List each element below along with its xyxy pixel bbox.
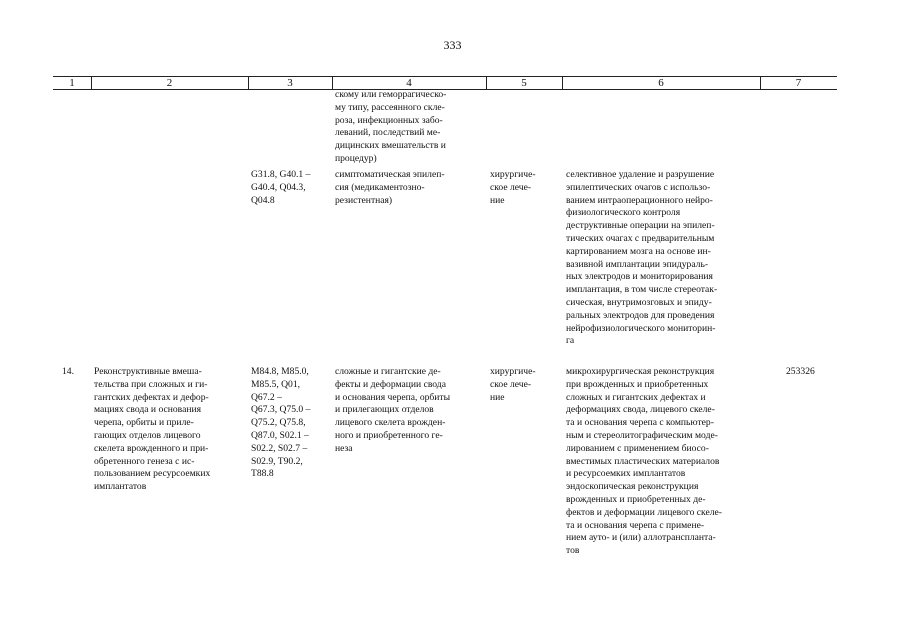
- text-line: пользованием ресурсоемких: [94, 468, 211, 480]
- text-line: физиологического контроля: [566, 207, 681, 219]
- text-line: ного и приобретенного ге-: [335, 429, 443, 441]
- text-line: G31.8, G40.1 –: [251, 169, 311, 180]
- icd-codes-cell: [251, 366, 330, 481]
- text-line: мациях свода и основания: [94, 404, 202, 416]
- text-line: гантских дефектах и дефор-: [94, 391, 209, 403]
- row-number: 14.: [62, 366, 74, 377]
- text-line: и прилегающих отделов: [335, 404, 434, 416]
- text-line: лицевого скелета врожден-: [335, 417, 446, 429]
- text-line: сическая, внутримозговых и эпиду-: [566, 296, 712, 308]
- column-header-4: 4: [406, 77, 412, 89]
- text-line: тических очагах с предварительным: [566, 232, 715, 244]
- text-line: сложных и гигантских дефектах и: [566, 391, 706, 403]
- icd-codes-cell: [251, 169, 330, 207]
- disease-model-cell: [335, 169, 483, 207]
- text-line: тельства при сложных и ги-: [94, 378, 208, 390]
- treatment-methods-cell: [566, 169, 756, 348]
- text-line: G40.4, Q04.3,: [251, 181, 306, 193]
- method-paragraph: [566, 169, 756, 220]
- text-line: черепа, орбиты и приле-: [94, 417, 194, 429]
- text-line: ванием интраоперационного нейро-: [566, 194, 713, 206]
- column-header-5: 5: [521, 77, 527, 89]
- text-line: скому или геморрагическо-: [335, 89, 447, 100]
- text-line: имплантация, в том числе стереотак-: [566, 284, 718, 296]
- text-line: S02.2, S02.7 –: [251, 442, 308, 454]
- text-line: ных электродов и мониторирования: [566, 271, 713, 283]
- text-line: селективное удаление и разрушение: [566, 169, 715, 180]
- column-header-6: 6: [658, 77, 664, 89]
- text-line: ние: [490, 391, 505, 403]
- disease-model-continuation: [335, 89, 483, 166]
- text-line: леваний, последствий ме-: [335, 127, 441, 139]
- text-line: и основания черепа, орбиты: [335, 391, 451, 403]
- text-line: дицинских вмешательств и: [335, 140, 446, 152]
- text-line: лированием с применением биосо-: [566, 442, 709, 454]
- text-line: деструктивные операции на эпилеп-: [566, 220, 715, 232]
- text-line: та и основания черепа с компьютер-: [566, 417, 714, 429]
- text-line: хирургиче-: [490, 366, 536, 377]
- text-line: роза, инфекционных забо-: [335, 114, 443, 126]
- text-line: деформациях свода, лицевого скеле-: [566, 404, 715, 416]
- method-paragraph: [566, 481, 756, 558]
- text-line: M84.8, M85.0,: [251, 366, 309, 377]
- text-line: резистентная): [335, 194, 393, 206]
- text-line: Q67.3, Q75.0 –: [251, 404, 311, 416]
- text-line: процедур): [335, 152, 377, 164]
- procedure-name-cell: [94, 366, 244, 494]
- text-line: га: [566, 335, 575, 347]
- text-line: вазивной имплантации эпидураль-: [566, 258, 709, 270]
- text-line: хирургиче-: [490, 169, 536, 180]
- text-line: Реконструктивные вмеша-: [94, 366, 202, 377]
- text-line: сия (медикаментозно-: [335, 181, 425, 193]
- text-line: нейрофизиологического мониторин-: [566, 322, 716, 334]
- method-paragraph: [566, 220, 756, 284]
- text-line: имплантатов: [94, 481, 147, 493]
- text-line: вместимых пластических материалов: [566, 455, 720, 467]
- text-line: и ресурсоемких имплантатов: [566, 468, 686, 480]
- text-line: нием ауто- и (или) аллотрансплантa-: [566, 532, 716, 544]
- text-line: гающих отделов лицевого: [94, 429, 201, 441]
- text-line: ское лече-: [490, 378, 532, 390]
- text-line: S02.9, T90.2,: [251, 455, 303, 467]
- text-line: скелета врожденного и при-: [94, 442, 209, 454]
- text-line: обретенного генеза с ис-: [94, 455, 195, 467]
- method-paragraph: [566, 284, 756, 348]
- column-header-2: 2: [166, 77, 173, 89]
- column-header-7: 7: [795, 77, 802, 89]
- text-line: сложные и гигантские де-: [335, 366, 441, 377]
- text-line: Q04.8: [251, 194, 275, 206]
- treatment-methods-cell: [566, 366, 756, 558]
- disease-model-cell: [335, 366, 483, 456]
- text-line: Q87.0, S02.1 –: [251, 429, 309, 441]
- text-line: эндоскопическая реконструкция: [566, 481, 699, 493]
- text-line: Q67.2 –: [251, 391, 282, 403]
- text-line: му типу, рассеянного скле-: [335, 101, 445, 113]
- text-line: врожденных и приобретенных де-: [566, 493, 706, 505]
- text-line: T88.8: [251, 468, 274, 480]
- text-line: ральных электродов для проведения: [566, 309, 715, 321]
- treatment-type-cell: [490, 169, 558, 207]
- treatment-type-cell: [490, 366, 558, 404]
- cost-cell: 253326: [786, 366, 815, 377]
- column-header-1: 1: [69, 77, 75, 89]
- column-header-3: 3: [287, 77, 293, 89]
- text-line: симптоматическая эпилеп-: [335, 169, 445, 180]
- text-line: ское лече-: [490, 181, 532, 193]
- text-line: при врожденных и приобретенных: [566, 378, 709, 390]
- text-line: Q75.2, Q75.8,: [251, 417, 306, 429]
- text-line: картированием мозга на основе ин-: [566, 245, 711, 257]
- text-line: ние: [490, 194, 505, 206]
- text-line: микрохирургическая реконструкция: [566, 366, 715, 377]
- text-line: ным и стереолитографическим моде-: [566, 429, 718, 441]
- text-line: тов: [566, 545, 580, 557]
- text-line: та и основания черепа с примене-: [566, 519, 705, 531]
- method-paragraph: [566, 366, 756, 481]
- text-line: M85.5, Q01,: [251, 378, 301, 390]
- text-line: неза: [335, 442, 353, 454]
- text-line: фектов и деформации лицевого скеле-: [566, 506, 722, 518]
- text-line: эпилептических очагов с использо-: [566, 181, 711, 193]
- page-number: 333: [443, 38, 462, 52]
- text-line: фекты и деформации свода: [335, 378, 446, 390]
